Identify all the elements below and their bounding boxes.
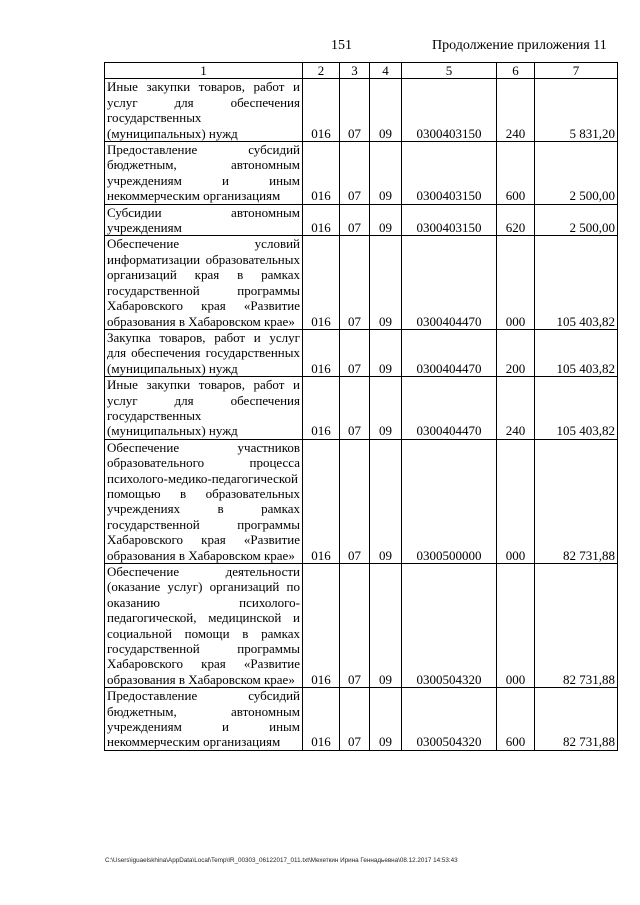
column-header-4: 4 (370, 63, 402, 79)
amount: 5 831,20 (535, 79, 618, 142)
row-name: Обеспечение условий информатизации образовательных организаций края в рамках государственной программы Хабаровского края «Развитие образования в Хабаровском крае» (105, 236, 303, 329)
subsection-code: 09 (370, 79, 402, 142)
amount: 105 403,82 (535, 377, 618, 440)
target-code: 0300403150 (402, 204, 497, 236)
page-number: 151 (331, 38, 352, 53)
target-code: 0300500000 (402, 439, 497, 563)
expense-type-code: 240 (497, 79, 535, 142)
expense-type-code: 000 (497, 439, 535, 563)
expense-type-code: 200 (497, 329, 535, 376)
expense-type-code: 000 (497, 236, 535, 329)
ministry-code: 016 (303, 236, 340, 329)
target-code: 0300404470 (402, 377, 497, 440)
section-code: 07 (340, 688, 370, 751)
amount: 2 500,00 (535, 142, 618, 205)
expense-type-code: 600 (497, 688, 535, 751)
continuation-label: Продолжение приложения 11 (432, 38, 607, 53)
subsection-code: 09 (370, 204, 402, 236)
target-code: 0300403150 (402, 79, 497, 142)
ministry-code: 016 (303, 329, 340, 376)
row-name: Иные закупки товаров, работ и услуг для обеспечения государственных (муниципальных) нужд (105, 79, 303, 142)
section-code: 07 (340, 564, 370, 688)
column-number-row (105, 63, 618, 79)
table-row (105, 329, 618, 376)
amount: 82 731,88 (535, 439, 618, 563)
column-header-1: 1 (105, 63, 303, 79)
section-code: 07 (340, 204, 370, 236)
ministry-code: 016 (303, 688, 340, 751)
section-code: 07 (340, 377, 370, 440)
row-name: Закупка товаров, работ и услуг для обеспечения государственных (муниципальных) нужд (105, 329, 303, 376)
table-row (105, 142, 618, 205)
row-name: Предоставление субсидий бюджетным, автономным учреждениям и иным некоммерческим организациям (105, 142, 303, 205)
subsection-code: 09 (370, 329, 402, 376)
amount: 82 731,88 (535, 564, 618, 688)
ministry-code: 016 (303, 377, 340, 440)
subsection-code: 09 (370, 439, 402, 563)
column-header-2: 2 (303, 63, 340, 79)
target-code: 0300404470 (402, 236, 497, 329)
row-name: Предоставление субсидий бюджетным, автономным учреждениям и иным некоммерческим организациям (105, 688, 303, 751)
subsection-code: 09 (370, 142, 402, 205)
ministry-code: 016 (303, 204, 340, 236)
target-code: 0300403150 (402, 142, 497, 205)
column-header-3: 3 (340, 63, 370, 79)
section-code: 07 (340, 236, 370, 329)
amount: 82 731,88 (535, 688, 618, 751)
expense-type-code: 240 (497, 377, 535, 440)
subsection-code: 09 (370, 688, 402, 751)
table-row (105, 688, 618, 751)
section-code: 07 (340, 329, 370, 376)
amount: 2 500,00 (535, 204, 618, 236)
file-path-footer: C:\Users\iguaelskhina\AppData\Local\Temp\IR_00303_06122017_011.txt\Мехеткин Ирина Геннадьевна\08.12.2017 14:53:43 (105, 857, 458, 864)
table-row (105, 439, 618, 563)
table-row (105, 79, 618, 142)
target-code: 0300404470 (402, 329, 497, 376)
subsection-code: 09 (370, 564, 402, 688)
table-row (105, 236, 618, 329)
ministry-code: 016 (303, 79, 340, 142)
column-header-7: 7 (535, 63, 618, 79)
ministry-code: 016 (303, 142, 340, 205)
ministry-code: 016 (303, 439, 340, 563)
row-name: Субсидии автономным учреждениям (105, 204, 303, 236)
budget-table (104, 62, 618, 751)
amount: 105 403,82 (535, 329, 618, 376)
expense-type-code: 000 (497, 564, 535, 688)
target-code: 0300504320 (402, 688, 497, 751)
row-name: Обеспечение участников образовательного процесса психолого-медико-педагогической помощью в образовательных учреждениях в рамках государственной программы Хабаровского края «Развитие образования в Хабаровском крае» (105, 439, 303, 563)
expense-type-code: 620 (497, 204, 535, 236)
table-row (105, 204, 618, 236)
table-row (105, 564, 618, 688)
column-header-5: 5 (402, 63, 497, 79)
table-row (105, 377, 618, 440)
ministry-code: 016 (303, 564, 340, 688)
row-name: Иные закупки товаров, работ и услуг для обеспечения государственных (муниципальных) нужд (105, 377, 303, 440)
target-code: 0300504320 (402, 564, 497, 688)
expense-type-code: 600 (497, 142, 535, 205)
row-name: Обеспечение деятельности (оказание услуг) организаций по оказанию психолого-педагогической, медицинской и социальной помощи в рамках государственной программы Хабаровского края «Развитие образования в Хабаровском крае» (105, 564, 303, 688)
subsection-code: 09 (370, 236, 402, 329)
column-header-6: 6 (497, 63, 535, 79)
amount: 105 403,82 (535, 236, 618, 329)
subsection-code: 09 (370, 377, 402, 440)
section-code: 07 (340, 142, 370, 205)
section-code: 07 (340, 439, 370, 563)
section-code: 07 (340, 79, 370, 142)
